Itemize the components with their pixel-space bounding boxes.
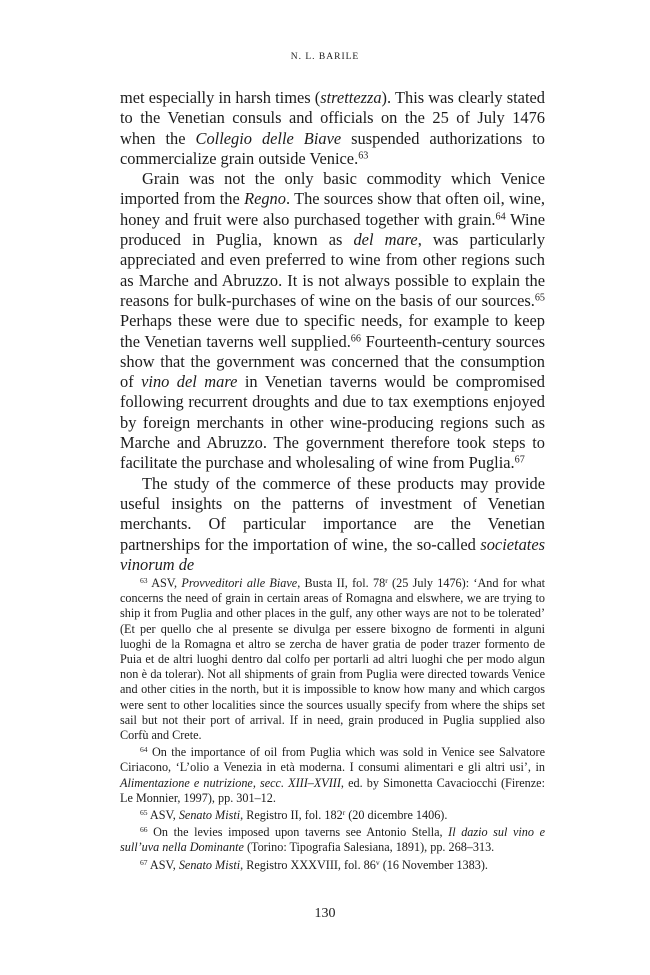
text-run: . The sources show that often oil, wine, honey and fruit were also purchased together with grain. xyxy=(120,189,545,229)
text-run: Fourteenth-century sources show that the government was concerned that the consumption of xyxy=(120,331,545,392)
text-run: (25 July 1476): ‘And for what concerns the need of grain in certain areas of Romagna and elswhere, we are trying to ship it from Puglia and other places in the gulf, any other ways are not to be tolerated’ (Et per quello che al presente se divulga per essere bixogno de formenti in alguni luoghi de la Romagna et altro se zercha de haver gratia de poder trazer formento de Puia et de altri luoghi dentro dal colfo per portarli ad altri luoghi che per modo algun non è da tolerar). Not all shipments of grain from Puglia were directed towards Venice and other cities in the north, but it is impossible to know how many and which cargos were sent to other localities since the sources usually specify from where the ships set sail but not their port of arrival. If in need, grain produced in Puglia supplied also Corfù and Crete. xyxy=(120,576,545,743)
note-marker: 65 xyxy=(140,807,148,817)
text-run: met especially in harsh times ( xyxy=(120,88,321,107)
text-run: Wine produced in Puglia, known as xyxy=(120,209,546,250)
note-marker: 65 xyxy=(534,292,545,304)
footnote-64 xyxy=(120,745,545,806)
text-run: Perhaps these were due to specific needs, for example to keep the Venetian taverns well supplied. xyxy=(120,311,545,351)
footnote-65 xyxy=(120,808,545,823)
running-header: N. L. BARILE xyxy=(290,52,360,62)
italic-text: strettezza xyxy=(320,88,382,107)
footnote-63 xyxy=(120,576,545,743)
text-run: suspended authorizations to commercialize grain outside Venice. xyxy=(120,128,545,168)
note-marker: r xyxy=(342,807,346,817)
note-marker: 66 xyxy=(140,825,148,835)
note-marker: 64 xyxy=(140,745,148,755)
italic-text: del mare xyxy=(353,230,418,250)
italic-text: Alimentazione e nutrizione, secc. XIII–XVIII xyxy=(120,775,341,790)
text-run: (20 dicembre 1406). xyxy=(345,808,448,823)
page-number: 130 xyxy=(314,906,336,921)
paragraph xyxy=(120,88,545,169)
text-run: ASV, xyxy=(147,857,179,872)
text-run: , Registro XXXVIII, fol. 86 xyxy=(240,857,376,872)
text-run: ASV, xyxy=(147,576,182,590)
text-run: ). This was clearly stated to the Venetian consuls and officials on the 25 of July 1476 when the xyxy=(120,88,545,148)
note-marker: 67 xyxy=(140,857,148,867)
text-run: , Busta II, fol. 78 xyxy=(297,576,386,590)
italic-text: Regno xyxy=(244,189,286,209)
text-run: (Torino: Tipografia Salesiana, 1891), pp. 268–313. xyxy=(243,840,495,855)
note-marker: 63 xyxy=(358,150,369,162)
paragraph xyxy=(120,474,545,575)
note-marker: 66 xyxy=(350,332,361,344)
footnote-67 xyxy=(120,858,545,873)
text-run: in Venetian taverns would be compromised following recurrent droughts and due to tax exemptions enjoyed by foreign merchants in other wine-producing regions such as Marche and Abruzzo. The government therefore took steps to facilitate the purchase and wholesaling of wine from Puglia. xyxy=(120,372,545,473)
footnote-66 xyxy=(120,825,545,855)
note-marker: r xyxy=(385,575,388,585)
text-run: , was particularly appreciated and even preferred to wine from other regions such as Marche and Abruzzo. It is not always possible to explain the reasons for bulk-purchases of wine on the basis of our sources. xyxy=(120,230,546,310)
italic-text: Senato Misti xyxy=(178,857,241,872)
footnotes xyxy=(120,576,545,875)
italic-text: Il dazio sul vino e sull’uva nella Dominante xyxy=(120,825,545,855)
text-run: ASV, xyxy=(147,808,179,823)
text-run: , Registro II, fol. 182 xyxy=(240,808,343,823)
italic-text: Collegio delle Biave xyxy=(195,128,342,148)
note-marker: 67 xyxy=(514,454,525,466)
main-text xyxy=(120,88,545,575)
italic-text: vino del mare xyxy=(141,372,238,392)
note-marker: 64 xyxy=(495,211,506,223)
text-run: (16 November 1383). xyxy=(379,857,488,872)
note-marker: 63 xyxy=(140,575,148,585)
text-run: On the importance of oil from Puglia which was sold in Venice see Salvatore Ciriacono, ‘L’olio a Venezia in età moderna. I consumi alimentari e gli altri usi’, in xyxy=(120,745,545,775)
italic-text: Senato Misti xyxy=(178,808,241,823)
text-run: The study of the commerce of these products may provide useful insights on the patterns of investment of Venetian merchants. Of particular importance are the Venetian partnerships for the importation of wine, the so-called xyxy=(120,473,545,554)
note-marker: v xyxy=(375,857,380,867)
paragraph xyxy=(120,169,545,473)
text-run: Grain was not the only basic commodity which Venice imported from the xyxy=(120,169,545,209)
italic-text: societates vinorum de xyxy=(120,534,545,574)
text-run: On the levies imposed upon taverns see Antonio Stella, xyxy=(147,825,449,840)
text-run: , ed. by Simonetta Cavaciocchi (Firenze: Le Monnier, 1997), pp. 301–12. xyxy=(120,775,545,805)
italic-text: Provveditori alle Biave xyxy=(181,576,298,590)
